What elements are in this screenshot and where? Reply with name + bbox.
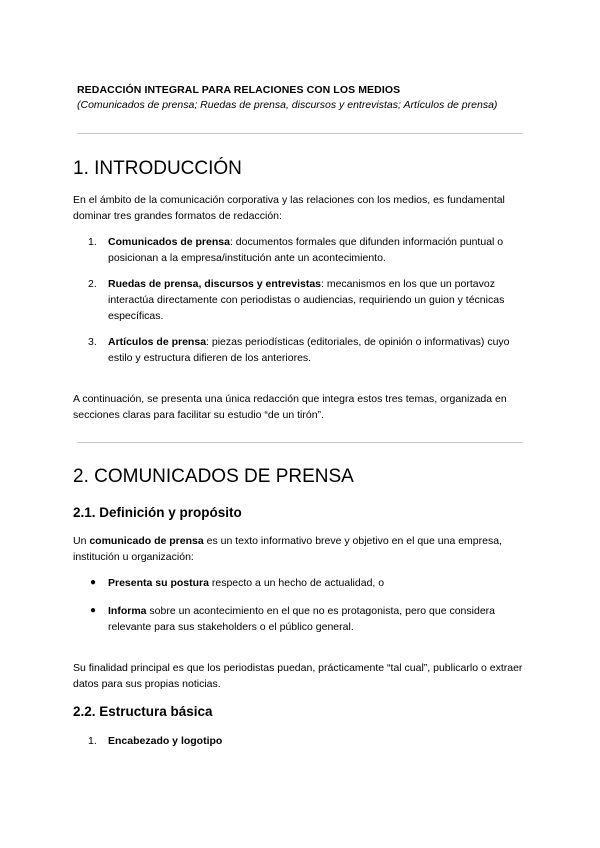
list-item [108, 733, 533, 749]
list-item-term: Informa [108, 605, 147, 617]
bullet-icon: ● [90, 605, 97, 616]
subsection-heading-estructura: 2.2. Estructura básica [73, 704, 213, 719]
divider [77, 442, 523, 443]
list-item-text: : documentos formales que difunden información puntual o posicionan a la empresa/institución ante un acontecimiento. [108, 236, 504, 264]
list-item [108, 575, 533, 591]
term-comunicado: comunicado de prensa [89, 535, 204, 547]
definition-paragraph [73, 533, 528, 565]
divider [77, 133, 523, 134]
list-item-term: Ruedas de prensa, discursos y entrevistas [108, 278, 322, 290]
intro-paragraph: En el ámbito de la comunicación corporativa y las relaciones con los medios, es fundamental dominar tres grandes formatos de redacción: [73, 194, 505, 222]
text-span: es un texto informativo breve y objetivo en el que una empresa, institución u organización: [73, 535, 502, 563]
list-item-text: : mecanismos en los que un portavoz interactúa directamente con periodistas o audiencias, requiriendo un guion y técnicas específicas. [108, 278, 505, 322]
list-marker: 1. [88, 236, 97, 248]
list-item-text: respecto a un hecho de actualidad, o [208, 577, 385, 589]
list-item-text: : piezas periodísticas (editoriales, de opinión o informativas) cuyo estilo y estructura difieren de los anteriores. [108, 336, 510, 364]
list-item-term: Presenta su postura [108, 577, 209, 589]
subsection-heading-definicion: 2.1. Definición y propósito [73, 505, 242, 520]
list-item [108, 276, 533, 324]
list-item-term: Artículos de prensa [108, 336, 207, 348]
section-heading-comunicados: 2. COMUNICADOS DE PRENSA [73, 466, 354, 487]
intro-closing-paragraph: A continuación, se presenta una única redacción que integra estos tres temas, organizada en secciones claras para facilitar su estudio “de un tirón”. [73, 393, 507, 421]
list-item [108, 334, 533, 366]
list-item-term: Comunicados de prensa [108, 236, 230, 248]
list-marker: 1. [88, 735, 97, 747]
bullet-icon: ● [90, 577, 97, 588]
list-item [108, 234, 533, 266]
document-title: REDACCIÓN INTEGRAL PARA RELACIONES CON LOS MEDIOS [77, 84, 401, 96]
list-item [108, 603, 533, 635]
list-item-text: sobre un acontecimiento en el que no es protagonista, pero que considera relevante para sus stakeholders o el público general. [108, 605, 495, 633]
document-subtitle: (Comunicados de prensa; Ruedas de prensa, discursos y entrevistas; Artículos de prensa) [77, 99, 498, 111]
section-heading-introduccion: 1. INTRODUCCIÓN [73, 158, 242, 179]
list-marker: 2. [88, 278, 97, 290]
text-span: Un [73, 535, 90, 547]
purpose-paragraph: Su finalidad principal es que los periodistas puedan, prácticamente “tal cual”, publicarlo o extraer datos para sus propias noticias. [73, 662, 523, 690]
list-item-term: Encabezado y logotipo [108, 735, 223, 747]
list-marker: 3. [88, 336, 97, 348]
